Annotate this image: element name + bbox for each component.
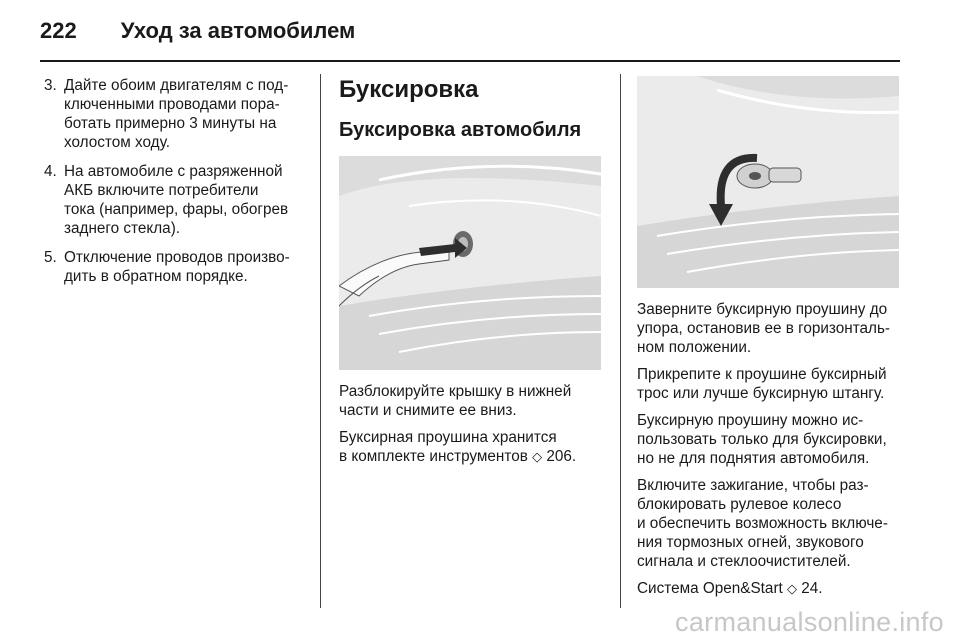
attach-tow-rope-text: Прикрепите к проушине буксирный трос или лучше буксирную штангу. [637,366,887,402]
list-item [44,76,314,152]
eyelet-storage-text: Буксирная проушина хранится в комплекте инструментов ◇ 206. [339,429,577,465]
chapter-title: Уход за автомобилем [120,18,356,43]
subsection-title: Буксировка автомобиля [339,119,582,141]
column-1 [44,76,314,296]
header-rule [40,60,900,62]
page-reference: 24. [801,580,823,597]
unlock-cover-text: Разблокируйте крышку в нижней части и снимите ее вниз. [339,383,572,419]
tow-eyelet-illustration [637,76,899,288]
list-item [44,248,314,286]
ignition-instructions-text: Включите зажигание, чтобы раз- блокировать рулевое колесо и обеспечить возможность включе- ния тормозных огней, звукового сигнала и стеклоочистителей. [637,477,888,570]
column-2 [339,76,609,475]
illustration-tow-eyelet [637,76,899,288]
jump-start-steps [44,76,314,286]
step-text: Дайте обоим двигателям с под- ключенными проводами пора- ботать примерно 3 минуты на холостом ходу. [64,77,289,151]
step-number: 5. [44,249,57,266]
step-number: 4. [44,163,57,180]
site-watermark: carmanualsonline.info [675,607,944,637]
column-divider-left [320,74,321,608]
page-ref-arrow-icon: ◇ [532,450,543,465]
illustration-bumper-cover [339,156,601,370]
screw-in-eyelet-text: Заверните буксирную проушину до упора, остановив ее в горизонталь- ном положении. [637,301,891,356]
open-start-reference-text: Система Open&Start ◇ 24. [637,580,823,597]
page-number: 222 [40,18,77,43]
list-item [44,162,314,238]
section-title: Буксировка [339,76,479,103]
step-text: На автомобиле с разряженной АКБ включите потребители тока (например, фары, обогрев заднего стекла). [64,163,289,237]
column-3 [637,76,907,607]
step-number: 3. [44,77,57,94]
column-divider-right [620,74,621,608]
step-text: Отключение проводов произво- дить в обратном порядке. [64,249,290,285]
page-reference: 206. [546,448,577,465]
page-ref-arrow-icon: ◇ [787,582,798,597]
eyelet-usage-warning-text: Буксирную проушину можно ис- пользовать только для буксировки, но не для поднятия автомобиля. [637,412,887,467]
page-header [40,18,355,48]
bumper-cover-illustration [339,156,601,370]
